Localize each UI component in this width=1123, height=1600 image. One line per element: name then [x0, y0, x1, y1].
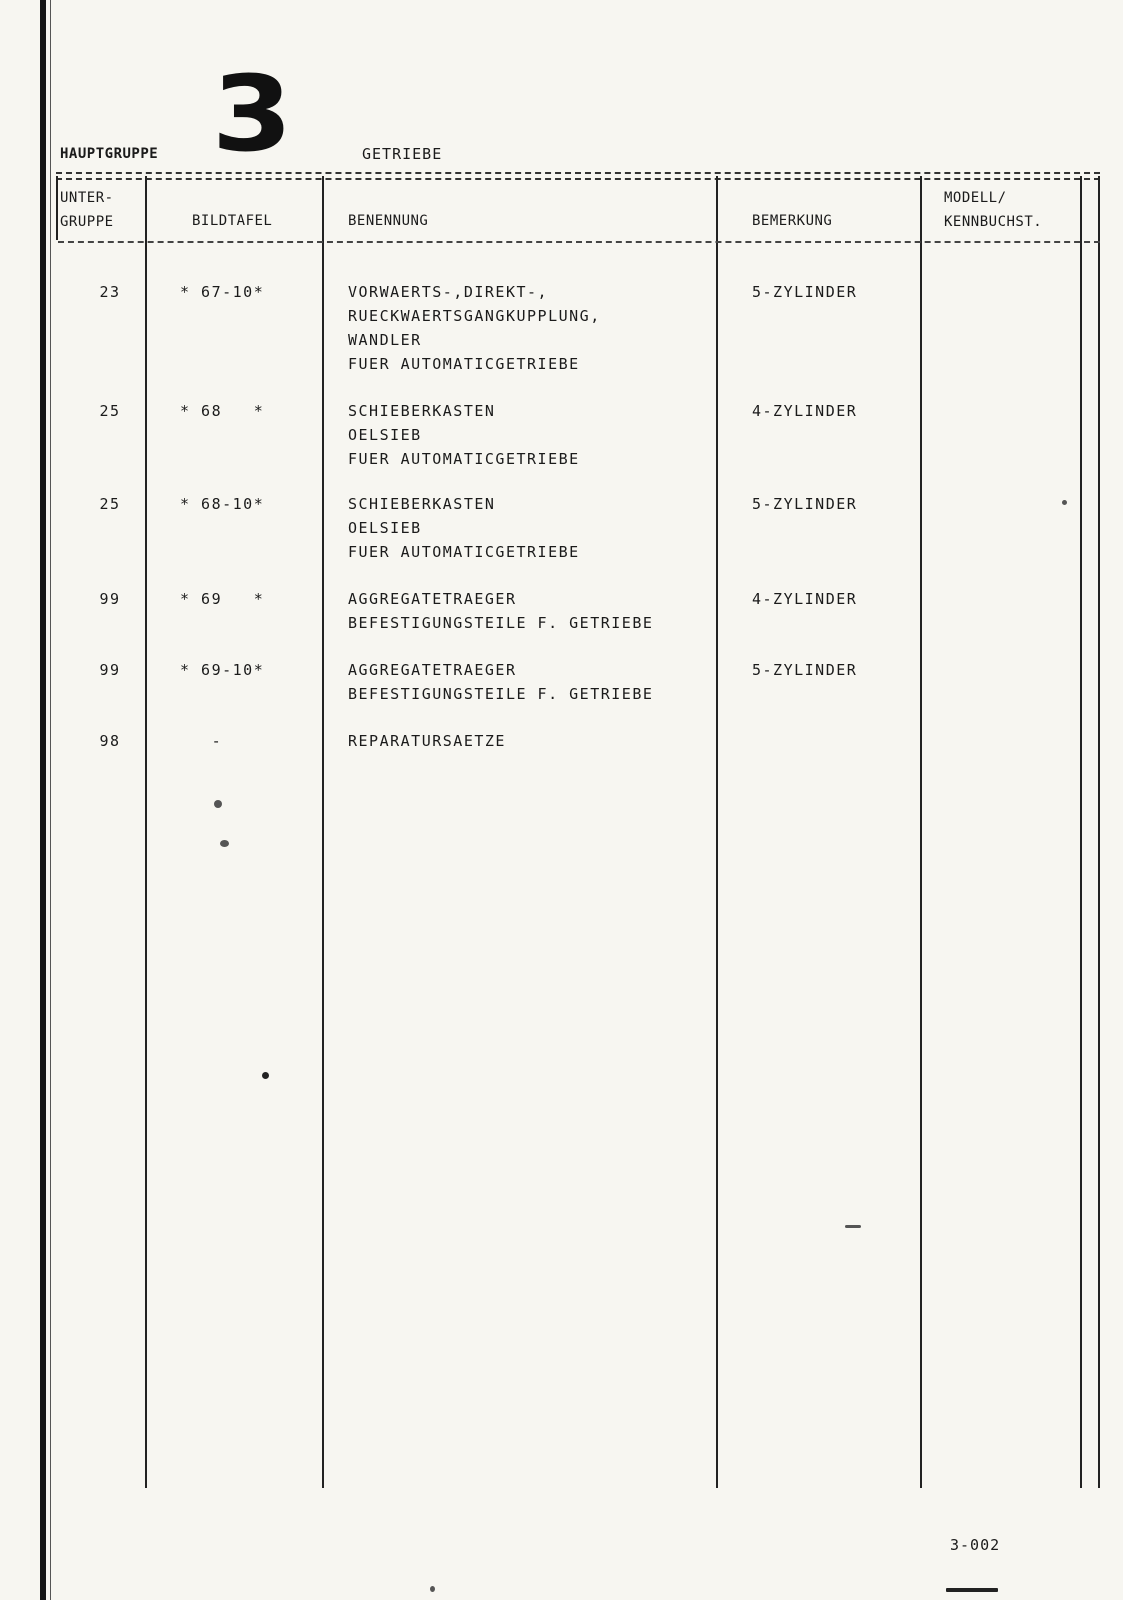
cell-bemerkung: 5-ZYLINDER: [752, 495, 858, 513]
cell-bildtafel: * 67-10*: [180, 283, 265, 301]
column-divider: [322, 176, 324, 1488]
cell-bildtafel: * 69-10*: [180, 661, 265, 679]
table-left-border: [56, 176, 58, 240]
column-divider: [145, 176, 147, 1488]
cell-bemerkung: 5-ZYLINDER: [752, 283, 858, 301]
header-double-rule: [56, 172, 1100, 180]
group-number: 3: [211, 53, 293, 175]
scan-speck: [845, 1225, 861, 1228]
cell-bildtafel: * 68-10*: [180, 495, 265, 513]
group-label: HAUPTGRUPPE: [60, 146, 159, 162]
column-divider: [1080, 176, 1082, 1488]
cell-bildtafel: * 69 *: [180, 590, 265, 608]
table-right-border: [1098, 176, 1100, 1488]
column-divider: [920, 176, 922, 1488]
scan-speck: [214, 800, 222, 808]
cell-bemerkung: 5-ZYLINDER: [752, 661, 858, 679]
column-divider: [716, 176, 718, 1488]
cell-benennung: AGGREGATETRAEGER BEFESTIGUNGSTEILE F. GETRIEBE: [348, 590, 654, 632]
group-title: GETRIEBE: [362, 145, 443, 163]
cell-benennung: SCHIEBERKASTEN OELSIEB FUER AUTOMATICGETRIEBE: [348, 402, 580, 468]
binding-edge-line: [50, 0, 51, 1600]
cell-bildtafel: -: [180, 732, 223, 750]
page-number: 3-002: [950, 1536, 1001, 1554]
cell-benennung: SCHIEBERKASTEN OELSIEB FUER AUTOMATICGETRIEBE: [348, 495, 580, 561]
binding-edge: [40, 0, 46, 1600]
header-dashed-rule: [58, 241, 1100, 243]
scan-speck: [946, 1588, 998, 1592]
cell-untergruppe: 99: [99, 661, 121, 679]
scan-speck: [262, 1072, 269, 1079]
scan-speck: [1062, 500, 1067, 505]
cell-untergruppe: 25: [99, 402, 121, 420]
cell-untergruppe: 99: [99, 590, 121, 608]
cell-bildtafel: * 68 *: [180, 402, 265, 420]
col-header-bemerkung: BEMERKUNG: [752, 213, 833, 229]
cell-bemerkung: 4-ZYLINDER: [752, 402, 858, 420]
cell-benennung: VORWAERTS-,DIREKT-, RUECKWAERTSGANGKUPPLUNG, WANDLER FUER AUTOMATICGETRIEBE: [348, 283, 601, 373]
col-header-untergruppe: UNTER- GRUPPE: [60, 190, 114, 230]
cell-untergruppe: 23: [99, 283, 121, 301]
scan-speck: [430, 1586, 435, 1592]
cell-bemerkung: 4-ZYLINDER: [752, 590, 858, 608]
col-header-modell: MODELL/ KENNBUCHST.: [944, 190, 1043, 230]
col-header-benennung: BENENNUNG: [348, 213, 429, 229]
cell-untergruppe: 98: [99, 732, 121, 750]
cell-untergruppe: 25: [99, 495, 121, 513]
cell-benennung: REPARATURSAETZE: [348, 732, 506, 750]
cell-benennung: AGGREGATETRAEGER BEFESTIGUNGSTEILE F. GETRIEBE: [348, 661, 654, 703]
col-header-bildtafel: BILDTAFEL: [192, 213, 273, 229]
scan-speck: [220, 840, 229, 847]
